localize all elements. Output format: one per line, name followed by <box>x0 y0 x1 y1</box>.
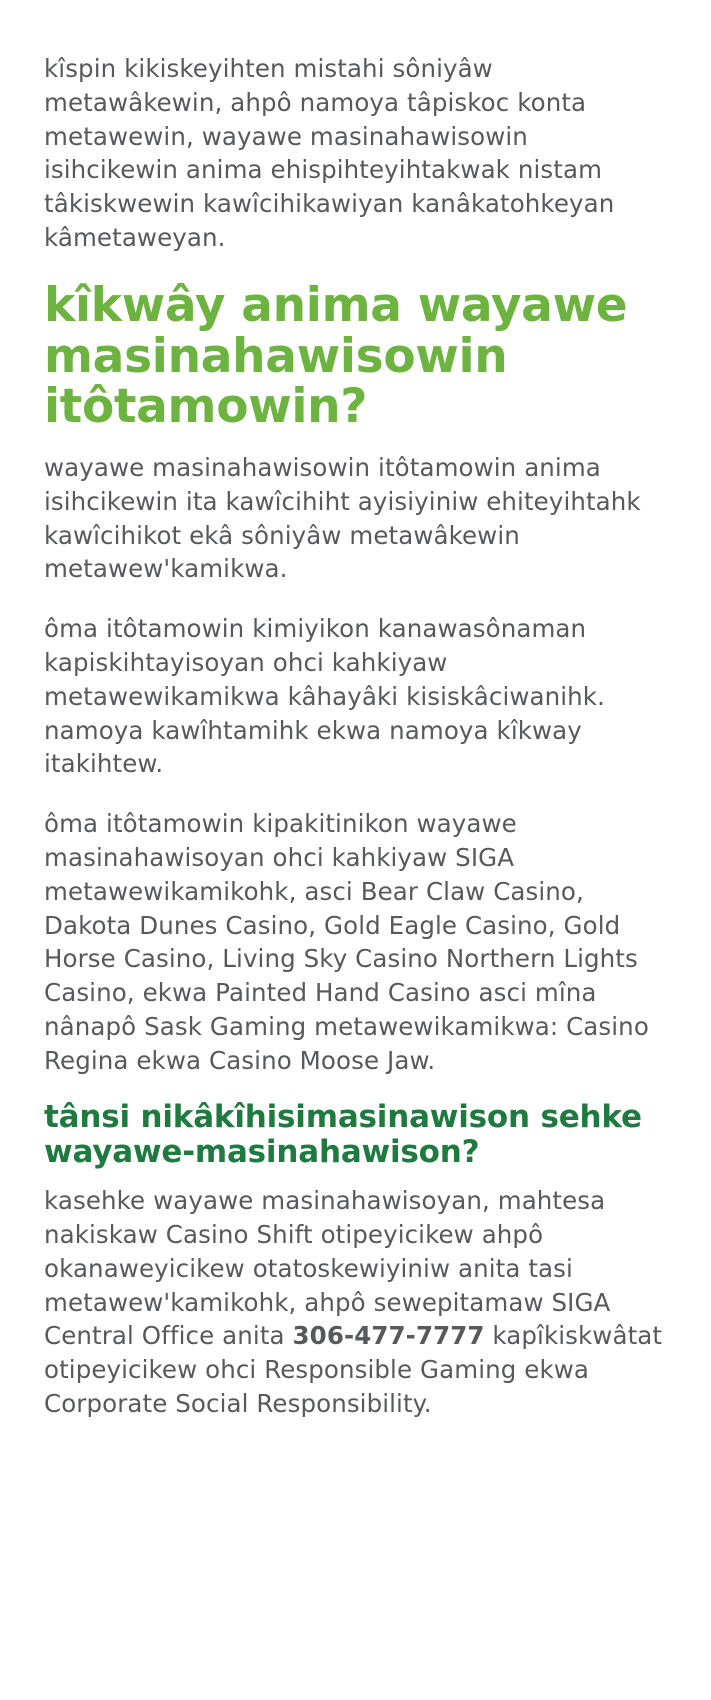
siga-phone-number: 306-477-7777 <box>292 1321 485 1351</box>
section-two-text-part-1: kasehke wayawe masinahawisoyan, mahtesa nakiskaw Casino Shift otipeyicikew ahpô okanaweyicikew otatoskewiyiniw anita tasi metawew'kamikohk, ahpô sewepitamaw SIGA Central Office anita <box>44 1186 611 1351</box>
section-two-text-part-2: kapîkiskwâtat otipeyicikew ohci Responsible Gaming ekwa Corporate Social Responsibility. <box>44 1321 663 1419</box>
section-one-paragraph-1: wayawe masinahawisowin itôtamowin anima isihcikewin ita kawîcihiht ayisiyiniw ehiteyihtahk kawîcihikot ekâ sôniyâw metawâkewin metawew'kamikwa. <box>44 453 641 584</box>
section-two-paragraph <box>44 1184 667 1421</box>
intro-paragraph: kîspin kikiskeyihten mistahi sôniyâw metawâkewin, ahpô namoya tâpiskoc konta metawewin, wayawe masinahawisowin isihcikewin anima ehispihteyihtakwak nistam tâkiskwewin kawîcihikawiyan kanâkatohkeyan kâmetaweyan. <box>44 54 615 252</box>
section-heading-how-to-self-exclude: tânsi nikâkîhisimasinawison sehke wayawe-masinahawison? <box>44 1098 642 1170</box>
section-one-paragraph-3: ôma itôtamowin kipakitinikon wayawe masinahawisoyan ohci kahkiyaw SIGA metawewikamikohk, asci Bear Claw Casino, Dakota Dunes Casino, Gold Eagle Casino, Gold Horse Casino, Living Sky Casino Northern Lights Casino, ekwa Painted Hand Casino asci mîna nânapô Sask Gaming metawewikamikwa: Casino Regina ekwa Casino Moose Jaw. <box>44 809 649 1075</box>
section-one-paragraph-2: ôma itôtamowin kimiyikon kanawasônaman kapiskihtayisoyan ohci kahkiyaw metawewikamikwa kâhayâki kisiskâciwanihk. namoya kawîhtamihk ekwa namoya kîkway itakihtew. <box>44 614 605 779</box>
section-heading-what-is-self-exclusion: kîkwây anima wayawe masinahawisowin itôtamowin? <box>44 277 628 435</box>
section-one-body <box>44 451 667 1078</box>
